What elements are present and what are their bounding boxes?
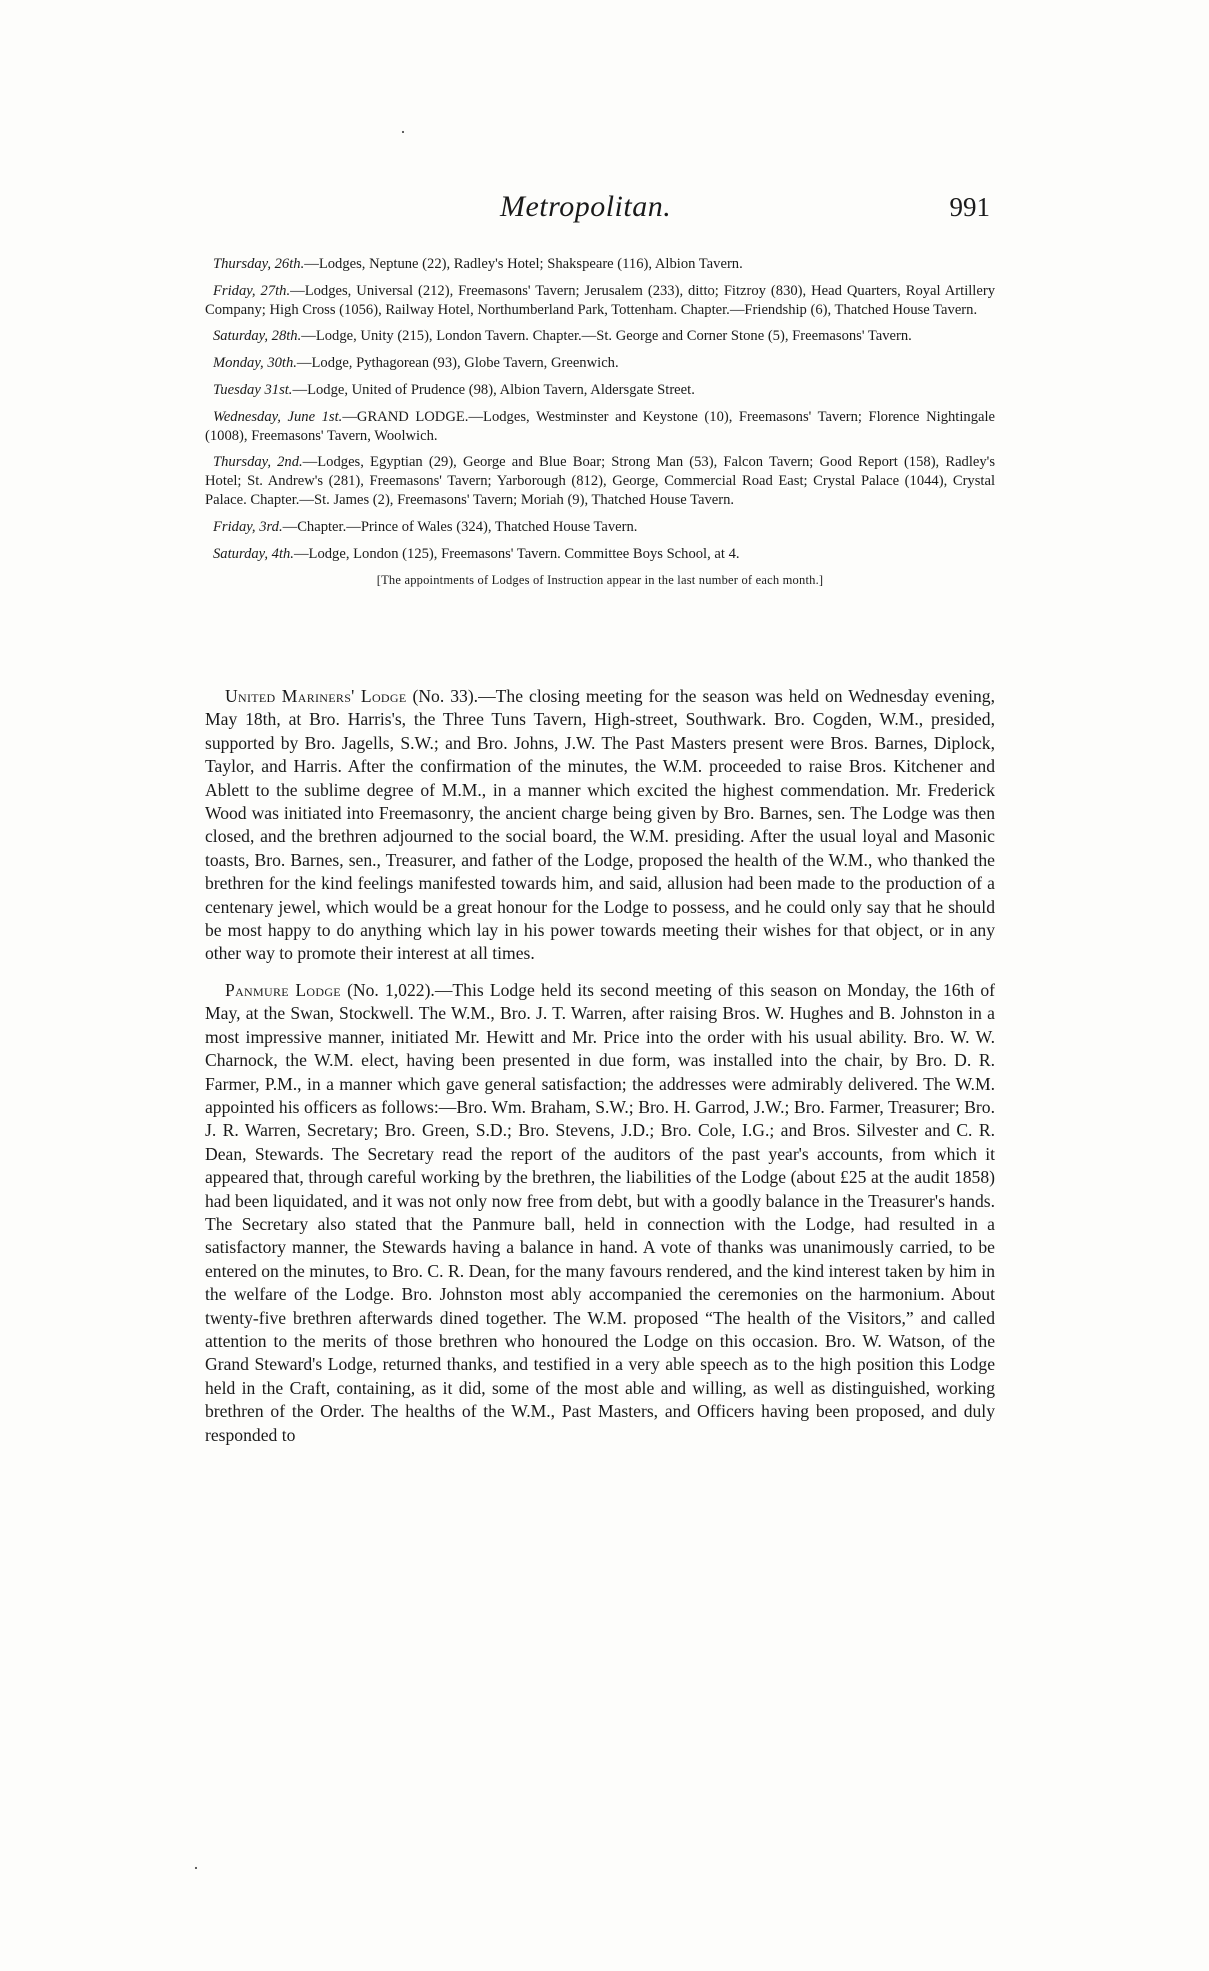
notice-item [205, 282, 995, 320]
notice-text: —Lodge, Unity (215), London Tavern. Chapter.—St. George and Corner Stone (5), Freemasons' Tavern. [301, 328, 912, 345]
notice-item [205, 381, 995, 400]
notice-text: —Lodges, Egyptian (29), George and Blue Boar; Strong Man (53), Falcon Tavern; Good Report (158), Radley's Hotel; St. Andrew's (281), Freemasons' Tavern; Yarborough (812), George, Commercial Road East; Crystal Palace (1044), Crystal Palace. Chapter.—St. James (2), Freemasons' Tavern; Moriah (9), Thatched House Tavern. [205, 454, 995, 508]
notice-day: Monday, 30th. [213, 355, 297, 372]
notice-text: —Lodge, London (125), Freemasons' Tavern. Committee Boys School, at 4. [293, 545, 740, 562]
running-title: Metropolitan. [500, 190, 672, 223]
printer-mark: · [400, 122, 406, 142]
report-paragraph [205, 979, 995, 1447]
lodge-reports [205, 685, 995, 1460]
notice-day: Tuesday 31st. [213, 381, 293, 398]
notice-day: Friday, 27th. [213, 282, 291, 299]
notice-day: Friday, 3rd. [213, 518, 283, 535]
notice-day: Saturday, 28th. [213, 328, 302, 345]
notice-day: Thursday, 2nd. [213, 454, 303, 471]
notice-item [205, 545, 995, 564]
lodge-name: United Mariners' Lodge [225, 686, 407, 706]
notice-item [205, 453, 995, 509]
report-text: (No. 1,022).—This Lodge held its second meeting of this season on Monday, the 16th of May, at the Swan, Stockwell. The W.M., Bro. J. T. Warren, after raising Bros. W. Hughes and B. Johnston in a most impressive manner, initiated Mr. Hewitt and Mr. Price into the order with his usual ability. Bro. W. W. Charnock, the W.M. elect, having been presented in due form, was installed into the chair, by Bro. D. R. Farmer, P.M., in a manner which gave general satisfaction; the addresses were admirably delivered. The W.M. appointed his officers as follows:—Bro. Wm. Braham, S.W.; Bro. H. Garrod, J.W.; Bro. Farmer, Treasurer; Bro. J. R. Warren, Secretary; Bro. Green, S.D.; Bro. Stevens, J.D.; Bro. Cole, I.G.; and Bros. Silvester and C. R. Dean, Stewards. The Secretary read the report of the auditors of the past year's accounts, from which it appeared that, through careful working by the brethren, the liabilities of the Lodge (about £25 at the audit 1858) had been liquidated, and it was not only now free from debt, but with a goodly balance in the Treasurer's hands. The Secretary also stated that the Panmure ball, held in connection with the Lodge, had resulted in a satisfactory manner, the Stewards having a balance in hand. A vote of thanks was unanimously carried, to be entered on the minutes, to Bro. C. R. Dean, for the many favours rendered, and the kind interest taken by him in the welfare of the Lodge. Bro. Johnston most ably accompanied the ceremonies on the harmonium. About twenty-five brethren afterwards dined together. The W.M. proposed “The health of the Visitors,” and called attention to the merits of those brethren who honoured the Lodge on this occasion. Bro. W. Watson, of the Grand Steward's Lodge, returned thanks, and testified in a very able speech as to the high position this Lodge held in the Craft, containing, as it did, some of the most able and willing, as well as distinguished, working brethren of the Order. The healths of the W.M., Past Masters, and Officers having been proposed, and duly responded to [205, 979, 995, 1445]
notice-day: Wednesday, June 1st. [213, 408, 343, 425]
notice-item [205, 408, 995, 446]
printer-mark: · [193, 1858, 199, 1878]
footnote: [The appointments of Lodges of Instruction appear in the last number of each month.] [376, 573, 824, 588]
page-header [205, 190, 995, 230]
notice-text: —Lodges, Universal (212), Freemasons' Tavern; Jerusalem (233), ditto; Fitzroy (830), Head Quarters, Royal Artillery Company; High Cross (1056), Railway Hotel, Northumberland Park, Tottenham. Chapter.—Friendship (6), Thatched House Tavern. [205, 282, 995, 318]
notice-day: Saturday, 4th. [213, 545, 294, 562]
notice-text: —Lodge, United of Prudence (98), Albion Tavern, Aldersgate Street. [292, 381, 695, 398]
notice-item [205, 354, 995, 373]
report-text: (No. 33).—The closing meeting for the season was held on Wednesday evening, May 18th, at Bro. Harris's, the Three Tuns Tavern, High-street, Southwark. Bro. Cogden, W.M., presided, supported by Bro. Jagells, S.W.; and Bro. Johns, J.W. The Past Masters present were Bros. Barnes, Diplock, Taylor, and Harris. After the confirmation of the minutes, the W.M. proceeded to raise Bros. Kitchener and Ablett to the sublime degree of M.M., in a manner which excited the highest commendation. Mr. Frederick Wood was initiated into Freemasonry, the ancient charge being given by Bro. Barnes, sen. The Lodge was then closed, and the brethren adjourned to the social board, the W.M. presiding. After the usual loyal and Masonic toasts, Bro. Barnes, sen., Treasurer, and father of the Lodge, proposed the health of the W.M., who thanked the brethren for the kind feelings manifested towards him, and said, allusion had been made to the production of a centenary jewel, which would be a great honour for the Lodge to possess, and he could only say that he should be most happy to do anything which lay in his power towards meeting their wishes for that object, or in any other way to promote their interest at all times. [205, 686, 995, 964]
report-paragraph [205, 685, 995, 966]
notice-item [205, 518, 995, 537]
notice-text: —GRAND LODGE.—Lodges, Westminster and Keystone (10), Freemasons' Tavern; Florence Nightingale (1008), Freemasons' Tavern, Woolwich. [205, 408, 995, 444]
lodge-meetings-calendar [205, 255, 995, 603]
notice-text: —Lodges, Neptune (22), Radley's Hotel; Shakspeare (116), Albion Tavern. [304, 256, 743, 272]
lodge-name: Panmure Lodge [225, 979, 341, 1000]
notice-text: —Chapter.—Prince of Wales (324), Thatched House Tavern. [282, 518, 638, 535]
page-number: 991 [949, 192, 990, 222]
notice-day: Thursday, 26th. [213, 256, 305, 272]
notice-item [205, 255, 995, 274]
notice-item [205, 327, 995, 346]
notice-text: —Lodge, Pythagorean (93), Globe Tavern, Greenwich. [296, 355, 619, 372]
